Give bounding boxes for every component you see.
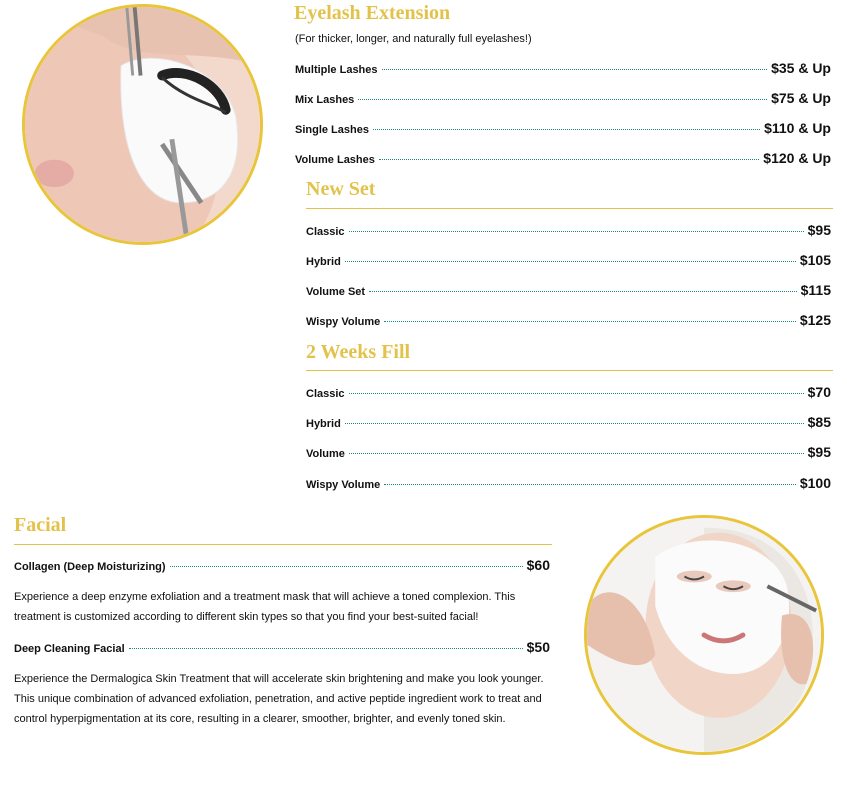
eyelash-extension-subtitle: (For thicker, longer, and naturally full eyelashes!)	[295, 33, 532, 45]
item-price: $70	[807, 384, 831, 400]
item-price: $105	[799, 252, 831, 268]
item-name: Deep Cleaning Facial	[14, 643, 125, 655]
menu-item	[295, 90, 831, 106]
menu-item	[306, 312, 831, 328]
menu-item	[295, 120, 831, 136]
item-price: $50	[526, 639, 550, 655]
item-price: $60	[526, 557, 550, 573]
item-name: Hybrid	[306, 256, 341, 268]
item-name: Wispy Volume	[306, 316, 381, 328]
dot-leader	[345, 423, 804, 424]
menu-item	[306, 414, 831, 430]
item-price: $75 & Up	[771, 90, 831, 106]
item-price: $95	[807, 444, 831, 460]
dot-leader	[384, 484, 796, 485]
dot-leader	[349, 231, 804, 232]
menu-item	[14, 639, 550, 655]
dot-leader	[379, 159, 759, 160]
item-name: Classic	[306, 226, 345, 238]
item-name: Hybrid	[306, 418, 341, 430]
item-price: $95	[807, 222, 831, 238]
item-name: Volume Set	[306, 286, 366, 298]
dot-leader	[349, 453, 804, 454]
menu-item	[306, 444, 831, 460]
item-name: Collagen (Deep Moisturizing)	[14, 561, 166, 573]
dot-leader	[129, 648, 523, 649]
item-price: $120 & Up	[763, 150, 831, 166]
dot-leader	[382, 69, 768, 70]
item-price: $110 & Up	[764, 120, 831, 136]
item-price: $85	[807, 414, 831, 430]
item-name: Volume Lashes	[295, 154, 375, 166]
fill-divider	[306, 370, 833, 371]
dot-leader	[349, 393, 804, 394]
eyelash-photo	[22, 4, 263, 245]
item-name: Single Lashes	[295, 124, 369, 136]
eyelash-image-illustration	[25, 7, 260, 242]
facial-image-illustration	[587, 518, 821, 752]
fill-title: 2 Weeks Fill	[306, 341, 411, 363]
item-name: Volume	[306, 448, 345, 460]
menu-item	[306, 252, 831, 268]
dot-leader	[345, 261, 796, 262]
dot-leader	[358, 99, 767, 100]
item-name: Classic	[306, 388, 345, 400]
menu-item	[306, 282, 831, 298]
dot-leader	[384, 321, 796, 322]
facial-title: Facial	[14, 514, 67, 536]
menu-item	[306, 475, 831, 491]
item-price: $35 & Up	[771, 60, 831, 76]
menu-item	[306, 222, 831, 238]
facial-photo	[584, 515, 824, 755]
item-name: Mix Lashes	[295, 94, 355, 106]
item-price: $100	[799, 475, 831, 491]
item-description: Experience the Dermalogica Skin Treatment that will accelerate skin brightening and make you look younger. This unique combination of advanced exfoliation, penetration, and active peptide ingredient work to treat and control hyperpigmentation at its core, resulting in a clearer, smoother, brighter, and evenly toned skin.	[14, 673, 544, 725]
new-set-title: New Set	[306, 178, 376, 200]
item-name: Multiple Lashes	[295, 64, 378, 76]
eyelash-extension-title: Eyelash Extension	[294, 2, 451, 24]
item-name: Wispy Volume	[306, 479, 381, 491]
dot-leader	[170, 566, 523, 567]
facial-divider	[14, 544, 552, 545]
new-set-divider	[306, 208, 833, 209]
item-description: Experience a deep enzyme exfoliation and a treatment mask that will achieve a toned complexion. This treatment is customized according to different skin types so that you find your best-suited facial!	[14, 591, 516, 623]
menu-item	[306, 384, 831, 400]
dot-leader	[373, 129, 760, 130]
item-price: $115	[800, 282, 831, 298]
menu-item	[295, 150, 831, 166]
item-price: $125	[799, 312, 831, 328]
menu-item	[14, 557, 550, 573]
dot-leader	[369, 291, 797, 292]
menu-item	[295, 60, 831, 76]
